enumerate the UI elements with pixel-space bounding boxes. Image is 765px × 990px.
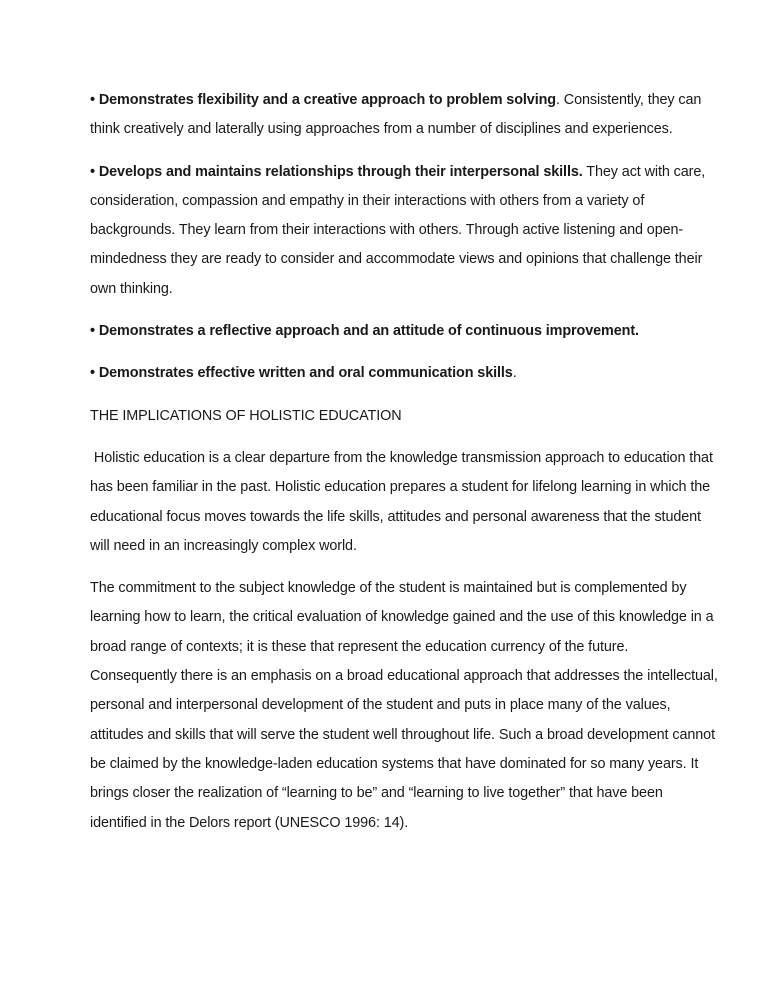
bullet-bold-text: Demonstrates effective written and oral communication skills: [98, 365, 513, 382]
bullet-body-text: . Consistently, they can think creatively and laterally using approaches from a number of disciplines and experiences.: [90, 92, 702, 138]
document-body: [90, 86, 718, 851]
bullet-communication: [90, 359, 718, 388]
bullet-bold-text: Develops and maintains relationships through their interpersonal skills.: [98, 163, 583, 180]
bullet-bold-text: Demonstrates flexibility and a creative approach to problem solving: [98, 92, 556, 108]
bullet-marker: •: [90, 163, 95, 180]
bullet-body-text: .: [512, 365, 517, 382]
bullet-body-text: They act with care, consideration, compassion and empathy in their interactions with others from a variety of backgrounds. They learn from their interactions with others. Through active listening and open-mindedness they are ready to consider and accommodate views and opinions that challenge their own thinking.: [90, 163, 706, 297]
bullet-marker: •: [90, 323, 95, 340]
bullet-marker: •: [90, 92, 95, 108]
bullet-relationships: [90, 158, 718, 304]
paragraph-subject-knowledge: The commitment to the subject knowledge of the student is maintained but is complemented by learning how to learn, the critical evaluation of knowledge gained and the use of this knowledge in a broad range of contexts; it is these that represent the education currency of the future. Consequently there is an emphasis on a broad educational approach that addresses the intellectual, personal and interpersonal development of the student and puts in place many of the values, attitudes and skills that will serve the student well throughout life. Such a broad development cannot be claimed by the knowledge-laden education systems that have dominated for so many years. It brings closer the realization of “learning to be” and “learning to live together” that have been identified in the Delors report (UNESCO 1996: 14).: [90, 580, 718, 831]
bullet-marker: •: [90, 365, 95, 382]
bullet-bold-text: Demonstrates a reflective approach and an attitude of continuous improvement.: [98, 323, 639, 340]
bullet-flexibility: [90, 86, 718, 145]
section-heading: THE IMPLICATIONS OF HOLISTIC EDUCATION: [90, 407, 402, 424]
bullet-reflective: [90, 317, 718, 346]
paragraph-holistic-intro: Holistic education is a clear departure from the knowledge transmission approach to education that has been familiar in the past. Holistic education prepares a student for lifelong learning in which the educational focus moves towards the life skills, attitudes and personal awareness that the student will need in an increasingly complex world.: [90, 449, 717, 554]
